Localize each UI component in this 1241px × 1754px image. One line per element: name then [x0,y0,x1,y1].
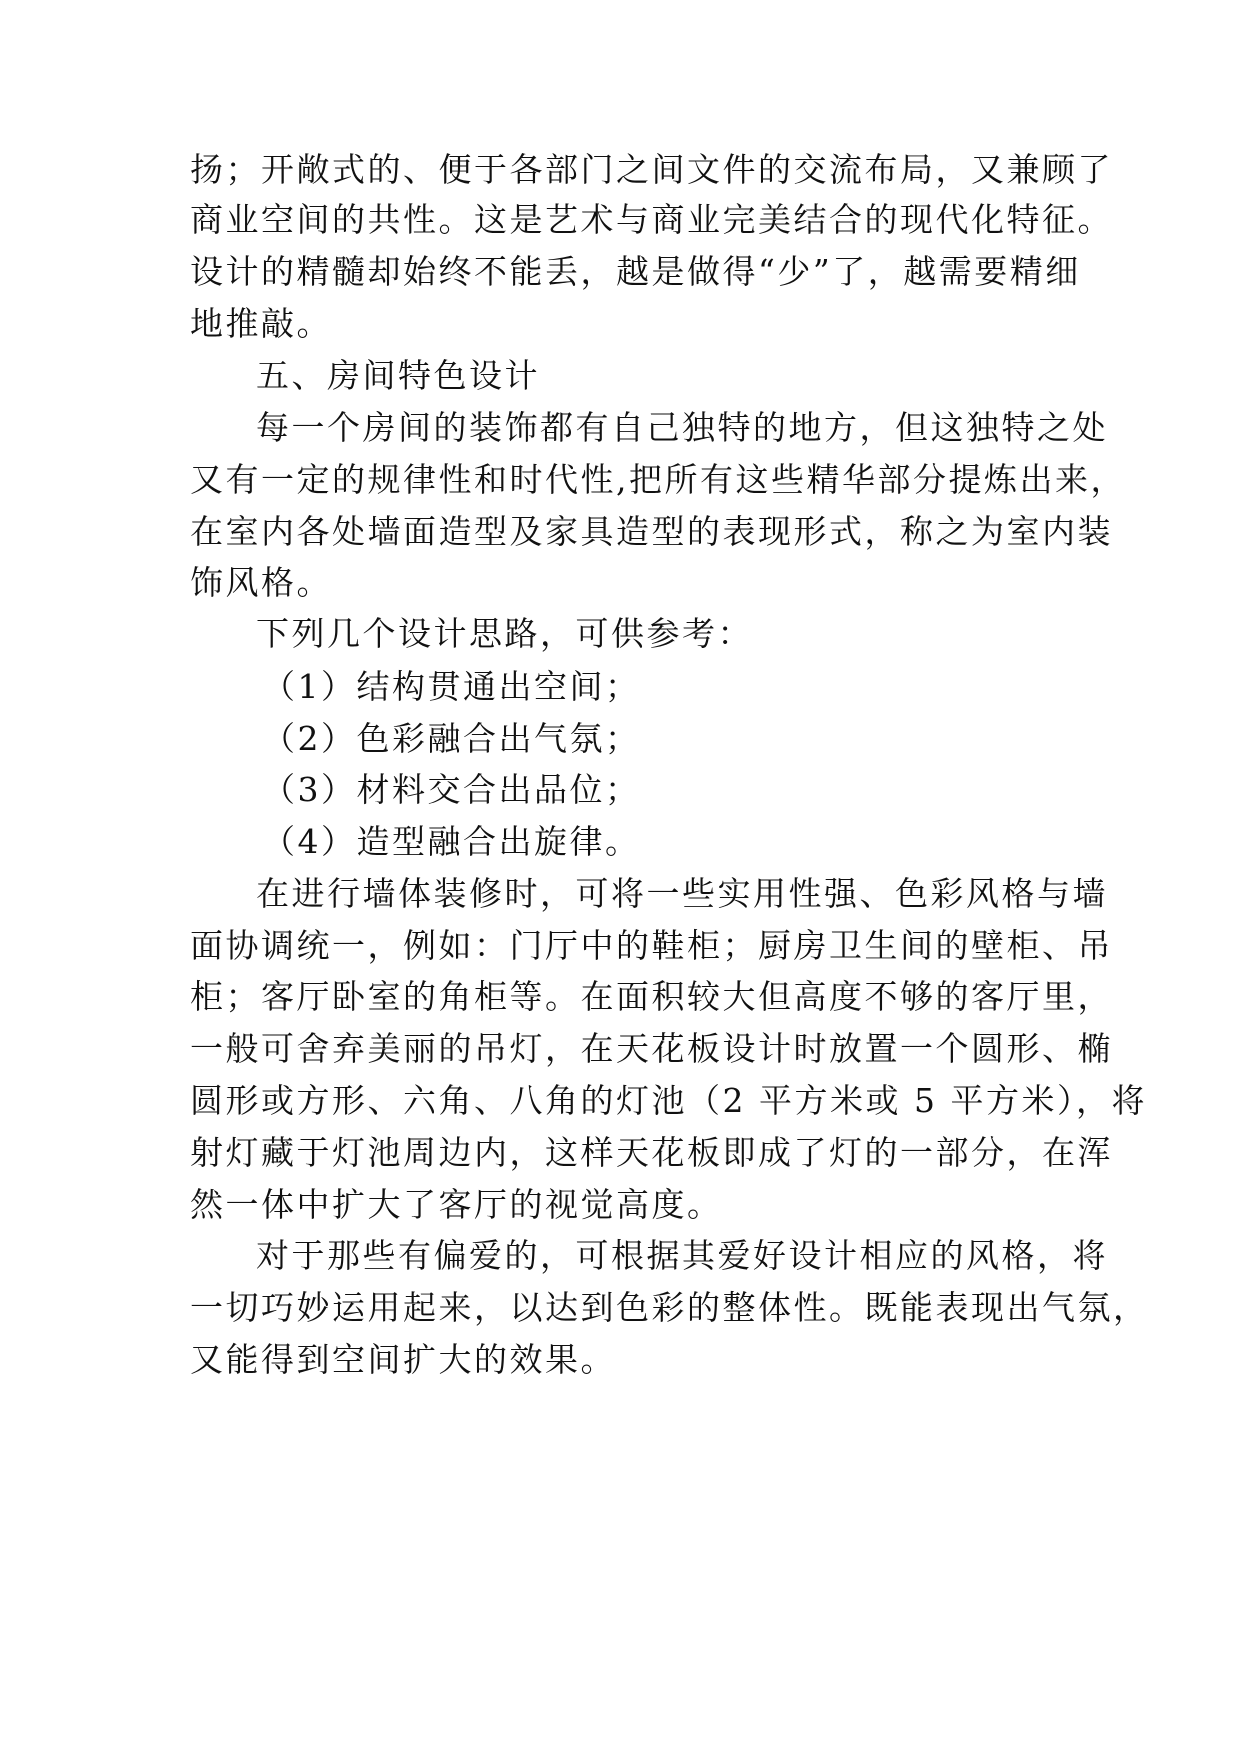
list-item: （3）材料交合出品位； [262,770,641,809]
body-text-line: 扬；开敞式的、便于各部门之间文件的交流布局，又兼顾了 [190,150,1113,189]
body-text-line: 又有一定的规律性和时代性,把所有这些精华部分提炼出来， [190,460,1126,499]
body-text-line: 然一体中扩大了客厅的视觉高度。 [190,1185,723,1224]
body-text-line: 面协调统一，例如：门厅中的鞋柜；厨房卫生间的壁柜、吊 [190,926,1113,965]
body-text-line: 又能得到空间扩大的效果。 [190,1340,616,1379]
body-text-line: 商业空间的共性。这是艺术与商业完美结合的现代化特征。 [190,200,1113,239]
body-text-line: 一般可舍弃美丽的吊灯，在天花板设计时放置一个圆形、椭 [190,1029,1113,1068]
body-text-line: 在进行墙体装修时，可将一些实用性强、色彩风格与墙 [256,874,1108,913]
body-text-line: 在室内各处墙面造型及家具造型的表现形式，称之为室内装 [190,512,1113,551]
body-text-line: 地推敲。 [190,304,332,343]
body-text-line: 饰风格。 [190,563,332,602]
body-text-line: 一切巧妙运用起来，以达到色彩的整体性。既能表现出气氛， [190,1288,1149,1327]
body-text-line: 射灯藏于灯池周边内，这样天花板即成了灯的一部分，在浑 [190,1133,1113,1172]
list-item: （2）色彩融合出气氛； [262,719,641,758]
body-text-line: 圆形或方形、六角、八角的灯池（2 平方米或 5 平方米），将 [190,1081,1147,1120]
body-text-line: 柜；客厅卧室的角柜等。在面积较大但高度不够的客厅里， [190,977,1113,1016]
body-text-line: 设计的精髓却始终不能丢，越是做得“少”了，越需要精细 [190,252,1081,291]
body-text-line: 每一个房间的装饰都有自己独特的地方，但这独特之处 [256,408,1108,447]
section-heading: 五、房间特色设计 [256,356,540,395]
list-item: （1）结构贯通出空间； [262,667,641,706]
body-text-line: 对于那些有偏爱的，可根据其爱好设计相应的风格，将 [256,1236,1108,1275]
body-text-line: 下列几个设计思路，可供参考： [256,614,753,653]
list-item: （4）造型融合出旋律。 [262,822,641,861]
